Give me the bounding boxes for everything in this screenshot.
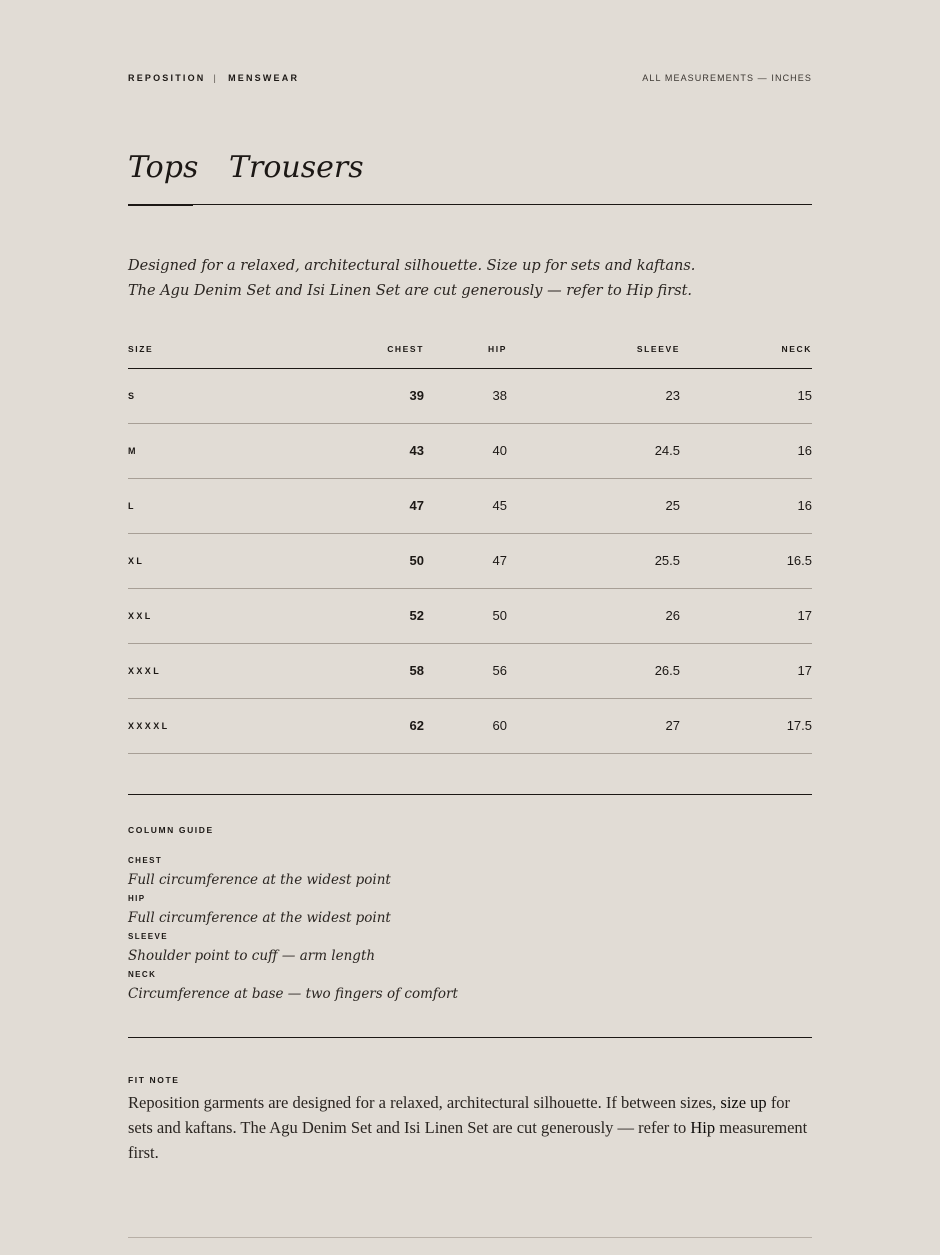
cell-hip: 50 [492, 608, 507, 623]
cell-sleeve: 26 [665, 608, 680, 623]
section-divider [128, 1037, 812, 1038]
active-tab-indicator [128, 204, 193, 206]
cell-size: XXL [128, 611, 153, 621]
table-row [128, 479, 812, 534]
top-bar [128, 73, 812, 87]
units-note: ALL MEASUREMENTS — INCHES [642, 73, 812, 83]
intro-line-1: Designed for a relaxed, architectural silhouette. Size up for sets and kaftans. [128, 258, 696, 274]
table-row [128, 644, 812, 699]
category-name[interactable]: MENSWEAR [228, 73, 300, 83]
table-row [128, 369, 812, 424]
fit-note-part-1: Reposition garments are designed for a relaxed, architectural silhouette. If between sizes, [128, 1093, 721, 1112]
cell-sleeve: 27 [665, 718, 680, 733]
table-row [128, 589, 812, 644]
fit-note-text [128, 1090, 812, 1165]
cell-sleeve: 23 [665, 388, 680, 403]
cell-hip: 38 [492, 388, 507, 403]
cell-neck: 16 [797, 443, 812, 458]
cell-hip: 45 [492, 498, 507, 513]
guide-term: SLEEVE [128, 932, 168, 941]
guide-definition: Full circumference at the widest point [128, 910, 391, 926]
table-row [128, 699, 812, 754]
breadcrumb-separator: | [213, 73, 219, 83]
cell-neck: 17.5 [786, 718, 812, 733]
column-guide-title: COLUMN GUIDE [128, 825, 214, 835]
guide-item [128, 970, 812, 1008]
header-hip: HIP [488, 344, 507, 354]
column-guide [128, 856, 812, 1008]
cell-hip: 56 [492, 663, 507, 678]
cell-sleeve: 26.5 [654, 663, 680, 678]
guide-item [128, 856, 812, 894]
bottom-divider [128, 1237, 812, 1238]
header-size: SIZE [128, 344, 154, 354]
cell-chest: 47 [409, 498, 424, 513]
cell-chest: 39 [409, 388, 424, 403]
cell-size: XL [128, 556, 145, 566]
cell-size: XXXXL [128, 721, 170, 731]
fit-note-emphasis-size-up: size up [720, 1093, 767, 1112]
cell-sleeve: 25 [665, 498, 680, 513]
table-header [128, 340, 812, 369]
cell-sleeve: 25.5 [654, 553, 680, 568]
cell-chest: 58 [409, 663, 424, 678]
intro-line-2: The Agu Denim Set and Isi Linen Set are cut generously — refer to Hip first. [128, 283, 693, 299]
cell-neck: 15 [797, 388, 812, 403]
intro-text [128, 254, 812, 304]
guide-term: NECK [128, 970, 157, 979]
cell-size: M [128, 446, 138, 456]
brand-name[interactable]: REPOSITION [128, 73, 206, 83]
cell-chest: 50 [409, 553, 424, 568]
cell-hip: 60 [492, 718, 507, 733]
header-sleeve: SLEEVE [636, 344, 680, 354]
cell-neck: 16 [797, 498, 812, 513]
guide-definition: Circumference at base — two fingers of comfort [128, 986, 458, 1002]
brand-breadcrumb [128, 73, 299, 83]
cell-chest: 62 [409, 718, 424, 733]
fit-note-emphasis-hip: Hip [690, 1118, 716, 1137]
cell-sleeve: 24.5 [654, 443, 680, 458]
cell-hip: 40 [492, 443, 507, 458]
guide-definition: Shoulder point to cuff — arm length [128, 948, 376, 964]
header-chest: CHEST [387, 344, 424, 354]
header-neck: NECK [781, 344, 812, 354]
cell-hip: 47 [492, 553, 507, 568]
fit-note-part-3: measurement first. [128, 1118, 808, 1162]
cell-size: S [128, 391, 137, 401]
section-divider [128, 794, 812, 795]
cell-chest: 52 [409, 608, 424, 623]
guide-term: CHEST [128, 856, 163, 865]
fit-note-part-2: for sets and kaftans. The Agu Denim Set and Isi Linen Set are cut generously — refer to [128, 1093, 791, 1137]
cell-chest: 43 [409, 443, 424, 458]
guide-term: HIP [128, 894, 146, 903]
cell-neck: 17 [797, 608, 812, 623]
size-guide-page [128, 0, 812, 1255]
category-tabs [128, 150, 812, 205]
tab-trousers[interactable]: Trousers [229, 150, 364, 185]
fit-note-title: FIT NOTE [128, 1075, 180, 1085]
cell-neck: 17 [797, 663, 812, 678]
tab-tops[interactable]: Tops [128, 150, 199, 185]
guide-item [128, 894, 812, 932]
cell-size: XXXL [128, 666, 162, 676]
size-table [128, 340, 812, 754]
guide-definition: Full circumference at the widest point [128, 872, 391, 888]
cell-size: L [128, 501, 136, 511]
guide-item [128, 932, 812, 970]
cell-neck: 16.5 [786, 553, 812, 568]
table-row [128, 534, 812, 589]
table-row [128, 424, 812, 479]
